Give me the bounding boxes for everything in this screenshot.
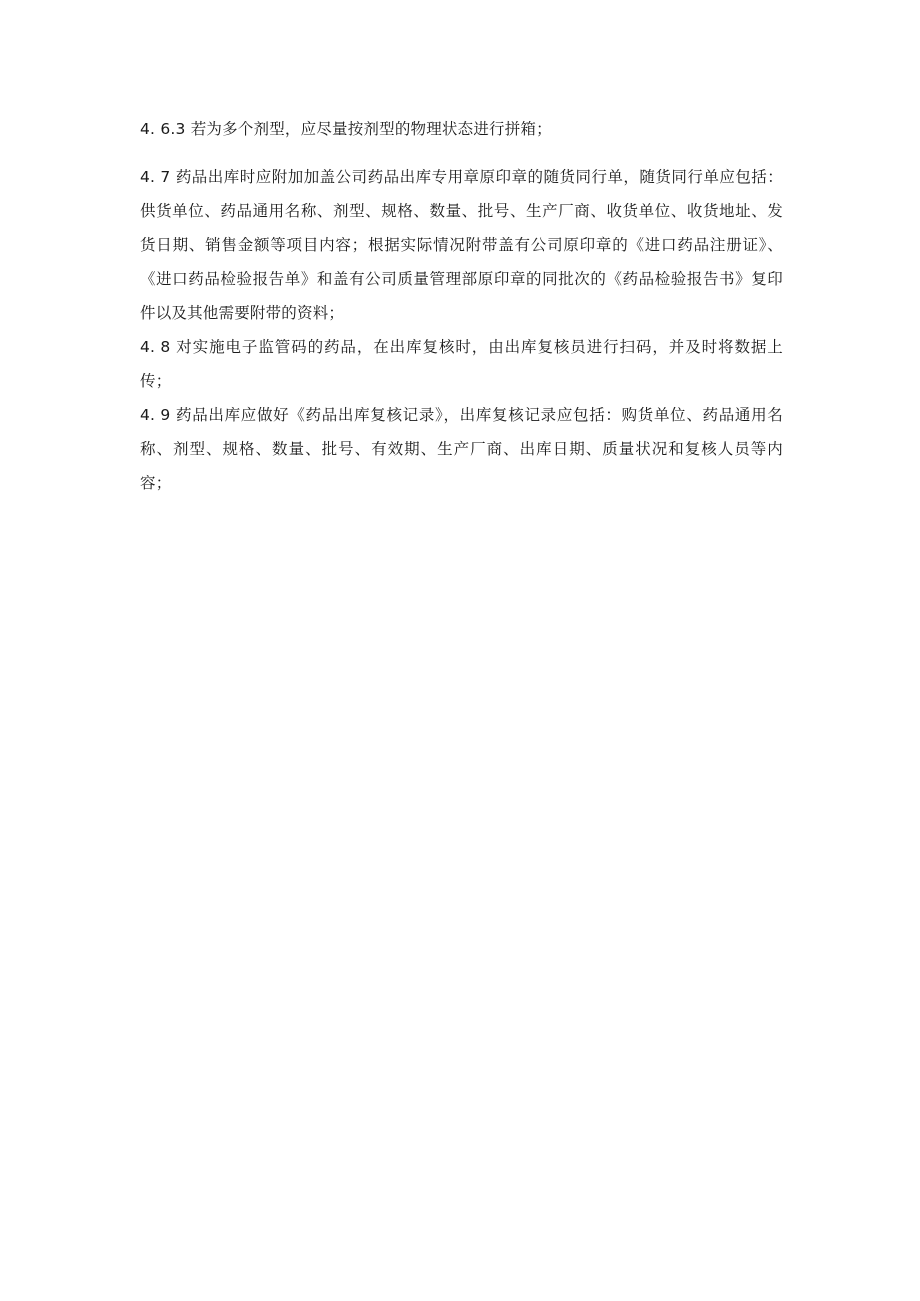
paragraph-4-7	[140, 160, 783, 330]
paragraph-number: 4. 8	[140, 338, 171, 356]
paragraph-4-6-3	[140, 112, 783, 146]
document-body	[140, 112, 783, 500]
paragraph-text: 若为多个剂型，应尽量按剂型的物理状态进行拼箱；	[190, 120, 552, 138]
paragraph-number: 4. 7	[140, 168, 171, 186]
paragraph-number: 4. 6.3	[140, 120, 186, 138]
paragraph-4-8	[140, 330, 783, 398]
paragraph-4-9	[140, 398, 783, 500]
paragraph-text: 药品出库应做好《药品出库复核记录》，出库复核记录应包括：购货单位、药品通用名称、剂型、规格、数量、批号、有效期、生产厂商、出库日期、质量状况和复核人员等内容；	[140, 406, 783, 492]
paragraph-text: 对实施电子监管码的药品，在出库复核时，由出库复核员进行扫码，并及时将数据上传；	[140, 338, 783, 390]
paragraph-number: 4. 9	[140, 406, 171, 424]
paragraph-text: 药品出库时应附加加盖公司药品出库专用章原印章的随货同行单，随货同行单应包括：供货单位、药品通用名称、剂型、规格、数量、批号、生产厂商、收货单位、收货地址、发货日期、销售金额等项目内容；根据实际情况附带盖有公司原印章的《进口药品注册证》、《进口药品检验报告单》和盖有公司质量管理部原印章的同批次的《药品检验报告书》复印件以及其他需要附带的资料；	[140, 168, 783, 322]
